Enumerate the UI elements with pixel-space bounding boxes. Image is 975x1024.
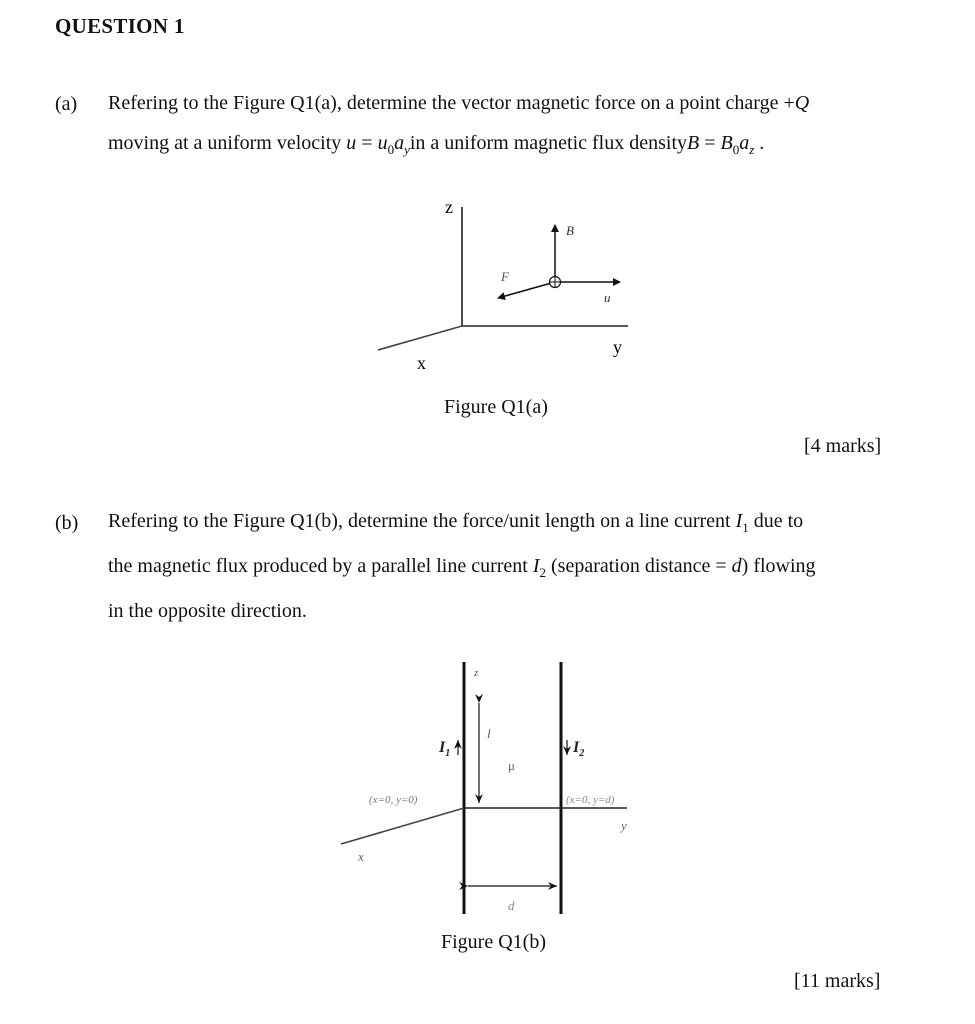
part-a-line-2: moving at a uniform velocity $u = u_0a_yin$ a uniform magnetic flux densityB = $B_0a_z$ . xyxy=(108,132,765,157)
figure-q1a-caption: Figure Q1(a) xyxy=(444,396,548,418)
x-axis xyxy=(378,326,462,350)
figure-q1a xyxy=(370,195,650,375)
y-axis-label: y xyxy=(613,337,622,357)
figure-q1b xyxy=(335,658,675,920)
part-a-label: (a) xyxy=(55,93,78,115)
part-b-line-1: Refering to the Figure Q1(b), determine the force/unit length on a line current $I_1$ due to xyxy=(108,510,804,535)
part-b-marks: [11 marks] xyxy=(794,970,881,992)
question-title: QUESTION 1 xyxy=(55,14,185,38)
part-b-line-2: the magnetic flux produced by a parallel line current $I_2$ (separation distance = d) flowing xyxy=(108,555,816,580)
f-vector-arrow xyxy=(498,282,555,298)
part-b-text xyxy=(108,502,908,631)
x-axis xyxy=(341,808,464,844)
mu-label: μ xyxy=(508,758,515,773)
part-a-text xyxy=(108,83,908,170)
y-axis-label: y xyxy=(621,818,627,833)
part-a-marks: [4 marks] xyxy=(804,435,882,457)
origin-label: (x=0, y=0) xyxy=(369,794,418,806)
d-label: d xyxy=(508,898,515,913)
part-b-label: (b) xyxy=(55,512,79,534)
x-axis-label: x xyxy=(417,353,426,373)
i2-label: $I_2$ xyxy=(573,739,585,759)
wire2-position-label: (x=0, y=d) xyxy=(566,794,615,806)
f-label: F xyxy=(501,269,509,284)
l-label: l xyxy=(487,726,491,741)
i1-label: $I_1$ xyxy=(439,739,451,759)
figure-q1b-caption: Figure Q1(b) xyxy=(441,931,546,953)
b-label: B xyxy=(566,223,574,238)
u-label: u xyxy=(604,290,611,305)
part-a-line-1: Refering to the Figure Q1(a), determine the vector magnetic force on a point charge +Q xyxy=(108,92,810,114)
x-axis-label: x xyxy=(358,849,364,864)
part-b-line-3: in the opposite direction. xyxy=(108,600,307,622)
z-axis-label: z xyxy=(445,197,453,217)
z-label: z xyxy=(474,667,479,679)
